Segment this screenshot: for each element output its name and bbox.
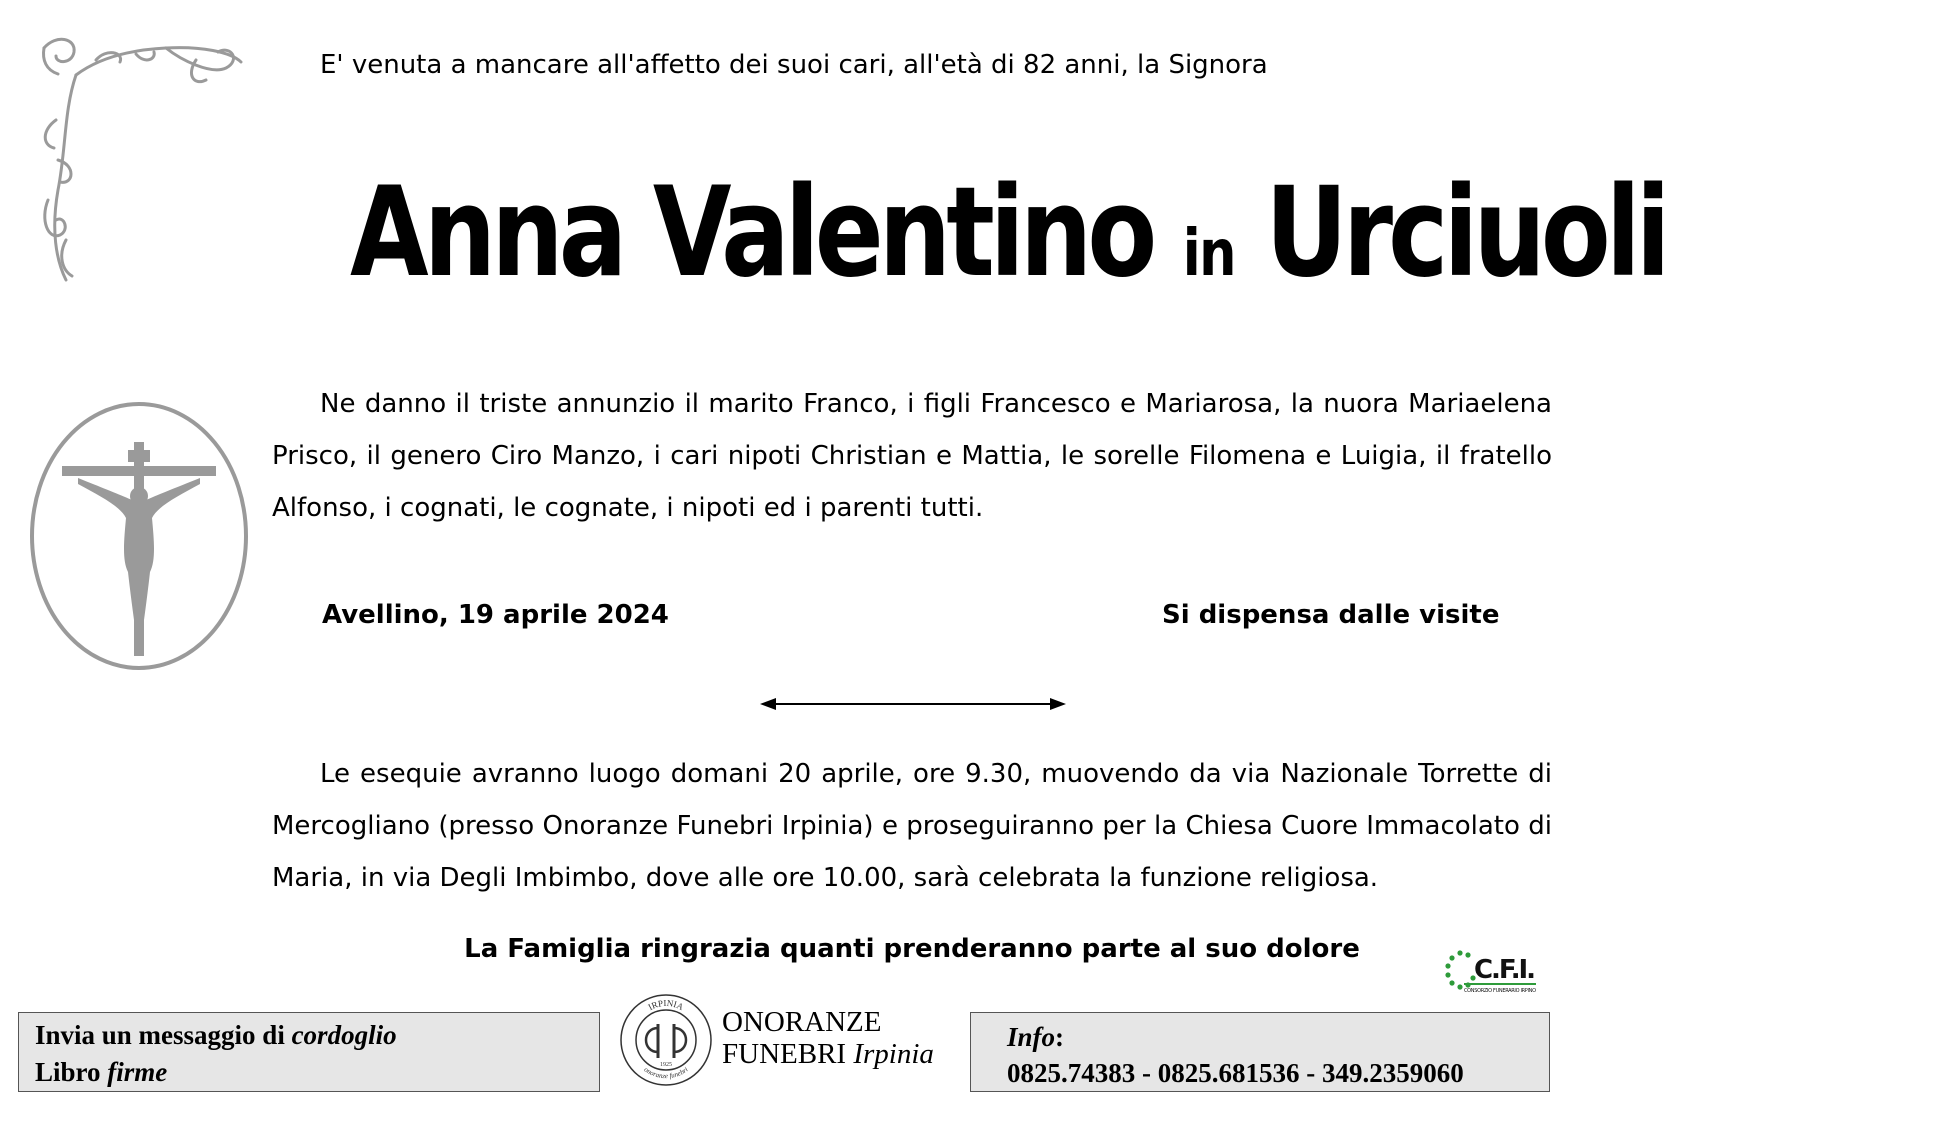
corner-flourish-ornament xyxy=(36,30,246,285)
name-connector: in xyxy=(1182,217,1235,291)
info-label: Info xyxy=(1007,1022,1056,1052)
deceased-last-part: Urciuoli xyxy=(1265,161,1666,305)
deceased-name xyxy=(350,148,1666,318)
funeral-home-brand xyxy=(722,1006,934,1070)
brand-line2-prefix: FUNEBRI xyxy=(722,1038,854,1070)
brand-line1: ONORANZE xyxy=(722,1006,882,1038)
seal-bottom-text: onoranze funebri xyxy=(642,1065,690,1081)
guestbook-italic: firme xyxy=(107,1057,168,1087)
thanks-text: La Famiglia ringrazia quanti prenderanno parte al suo dolore xyxy=(464,934,1360,964)
intro-text: E' venuta a mancare all'affetto dei suoi cari, all'età di 82 anni, la Signora xyxy=(320,50,1268,80)
condolence-prefix: Invia un messaggio di xyxy=(35,1020,292,1050)
info-label-row: Info: xyxy=(1007,1022,1065,1052)
brand-line2 xyxy=(722,1038,934,1070)
crucifix-icon xyxy=(28,400,250,672)
deceased-first-part: Anna Valentino xyxy=(350,161,1153,305)
funeral-home-seal-logo xyxy=(618,992,714,1088)
deceased-name-main xyxy=(350,148,1666,339)
condolence-box[interactable] xyxy=(18,1012,600,1092)
seal-year: 1925 xyxy=(660,1062,672,1068)
condolence-italic: cordoglio xyxy=(291,1020,397,1050)
info-box xyxy=(970,1012,1550,1092)
visits-note: Si dispensa dalle visite xyxy=(1162,600,1500,630)
thanks-line xyxy=(0,934,1824,964)
funeral-info-paragraph: Le esequie avranno luogo domani 20 aprile, ore 9.30, muovendo da via Nazionale Torrette di Mercogliano (presso Onoranze Funebri Irpinia) e proseguiranno per la Chiesa Cuore Immacolato di Maria, in via Degli Imbimbo, dove alle ore 10.00, sarà celebrata la funzione religiosa. xyxy=(272,759,1552,893)
guestbook-link[interactable] xyxy=(35,1054,583,1091)
guestbook-prefix: Libro xyxy=(35,1057,108,1087)
brand-line2-italic: Irpinia xyxy=(853,1038,934,1070)
seal-top-text: IRPINIA xyxy=(646,997,686,1013)
cfi-logo-subtext: CONSORZIO FUNERARIO IRPINO xyxy=(1464,988,1536,994)
condolence-link[interactable] xyxy=(35,1017,583,1054)
info-phones[interactable]: 0825.74383 - 0825.681536 - 349.2359060 xyxy=(1007,1058,1464,1088)
cfi-logo xyxy=(1440,948,1540,996)
announcement-paragraph: Ne danno il triste annunzio il marito Franco, i figli Francesco e Mariarosa, la nuora Mariaelena Prisco, il genero Ciro Manzo, i cari nipoti Christian e Mattia, le sorelle Filomena e Luigia, il fratello Alfonso, i cognati, le cognate, i nipoti ed i parenti tutti. xyxy=(272,389,1552,523)
place-date: Avellino, 19 aprile 2024 xyxy=(322,600,669,630)
double-arrow-divider xyxy=(758,694,1068,714)
cfi-logo-text: C.F.I. xyxy=(1474,955,1536,985)
